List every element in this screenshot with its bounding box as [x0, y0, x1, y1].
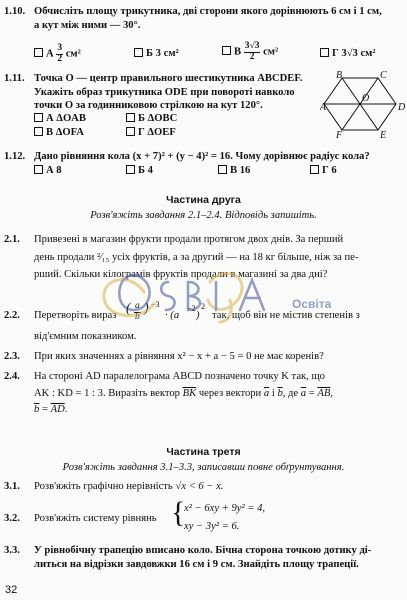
question-line: литься на відрізки завдовжки 16 см і 9 см. Знайдіть площу трапеції.	[34, 558, 359, 570]
option-a[interactable]: А $\frac{3}{2}$ см²	[34, 44, 81, 64]
question-number: 3.2.	[4, 513, 20, 524]
answer-options	[34, 164, 404, 178]
question-2-2-expression: Перетворіть вираз ( $\frac{a}{b}$ ) −3 · (a −2 ) 2 так, щоб він не містив степенів з	[34, 300, 360, 322]
question-line: AK : KD = 1 : 3. Виразіть вектор $\overline{BK}$ через вектори $\overline{a}$ і $\overline{b}$, де $\overline{a} = \overline{AB}$,	[34, 387, 333, 399]
question-number: 2.2.	[4, 310, 20, 321]
vector-a: $\overline{a}$	[263, 387, 270, 399]
vertex-label-a: A	[320, 102, 326, 113]
option-v[interactable]: В ΔOFA	[34, 126, 84, 140]
checkbox-icon[interactable]	[222, 46, 231, 55]
vertex-label-c: C	[380, 70, 387, 81]
question-1-11-text	[34, 72, 324, 113]
option-b[interactable]: Б 3 см²	[134, 47, 179, 61]
fraction: $\frac{a}{b}$	[135, 301, 140, 322]
question-number: 2.1.	[4, 234, 20, 245]
option-v[interactable]: В $\frac{3√3}{2}$ см²	[222, 42, 278, 62]
hexagon-figure	[320, 70, 406, 138]
checkbox-icon[interactable]	[34, 48, 43, 57]
option-b[interactable]: Б 4	[126, 164, 153, 178]
vector-bk: $\overline{BK}$	[182, 387, 197, 399]
question-line: а кут між ними — 30°.	[34, 19, 141, 31]
question-line: Дано рівняння кола (x + 7)² + (y − 4)² = 16. Чому дорівнює радіус кола?	[34, 151, 370, 162]
question-line: точки O за годинниковою стрілкою на кут 120°.	[34, 100, 263, 112]
question-line: Укажіть образ трикутника ODE при повороті навколо	[34, 86, 295, 98]
section-title: Частина третя	[166, 446, 241, 458]
checkbox-icon[interactable]	[34, 165, 43, 174]
question-1-11	[4, 72, 25, 86]
option-g[interactable]: Г ΔOEF	[126, 126, 176, 140]
question-line: Привезені в магазин фрукти продали протягом двох днів. За перший	[34, 234, 344, 245]
question-number: 2.4.	[4, 371, 20, 382]
question-line: На стороні AD паралелограма ABCD позначено точку K так, що	[34, 371, 325, 382]
question-line: Обчисліть площу трикутника, дві сторони якого дорівнюють 6 см і 1 см,	[34, 6, 382, 17]
section-title: Частина друга	[166, 194, 241, 206]
option-v[interactable]: В 16	[218, 164, 250, 178]
checkbox-icon[interactable]	[126, 113, 135, 122]
question-line: рший. Скільки кілограмів фруктів продали в магазині за два дні?	[34, 269, 328, 281]
question-3-1-text: Розв'яжіть графічно нерівність √x < 6 − x.	[34, 481, 224, 492]
fraction: $\frac{3√3}{2}$	[244, 41, 260, 62]
question-line: від'ємним показником.	[34, 331, 137, 342]
checkbox-icon[interactable]	[320, 48, 329, 57]
watermark-text: Освіта	[292, 297, 332, 311]
question-1-10	[4, 5, 25, 19]
question-line: $\overline{b} = \overline{AD}$.	[34, 404, 68, 416]
vertex-label-d: D	[398, 102, 406, 113]
vector-b: $\overline{b}$	[277, 387, 283, 399]
checkbox-icon[interactable]	[310, 165, 319, 174]
answer-options	[34, 112, 324, 140]
question-line: Точка O — центр правильного шестикутника ABCDEF.	[34, 73, 303, 84]
question-1-12-text	[34, 150, 404, 164]
vertex-label-b: B	[336, 70, 343, 81]
question-number: 2.3.	[4, 351, 20, 362]
question-2-3-text: При яких значеннях a рівняння x² − x + a − 5 = 0 не має коренів?	[34, 351, 324, 362]
option-a[interactable]: А 8	[34, 164, 62, 178]
question-1-10-text	[34, 5, 404, 32]
question-1-12	[4, 150, 25, 164]
checkbox-icon[interactable]	[34, 127, 43, 136]
system-brace: {	[171, 496, 186, 529]
checkbox-icon[interactable]	[34, 113, 43, 122]
question-3-3-text	[34, 544, 404, 571]
checkbox-icon[interactable]	[126, 165, 135, 174]
answer-options	[34, 42, 404, 62]
question-line: У рівнобічну трапецію вписано коло. Бічна сторона точкою дотику ді-	[34, 545, 372, 556]
vertex-label-o: O	[362, 93, 370, 104]
checkbox-icon[interactable]	[218, 165, 227, 174]
option-a[interactable]: А ΔOAB	[34, 112, 86, 126]
checkbox-icon[interactable]	[126, 127, 135, 136]
question-number: 3.1.	[4, 481, 20, 492]
page-number: 32	[5, 584, 18, 596]
question-line: день продали ²⁄₁₅ усіх фруктів, а за другий — на 18 кг більше, ніж за пе-	[34, 251, 359, 263]
section-subtitle: Розв'яжіть завдання 3.1–3.3, записавши повне обґрунтування.	[62, 462, 345, 473]
question-number: 1.12.	[4, 151, 26, 162]
question-number: 3.3.	[4, 545, 20, 556]
question-number: 1.11.	[4, 73, 25, 84]
fraction: $\frac{3}{2}$	[57, 43, 63, 64]
option-g[interactable]: Г 3√3 см²	[320, 47, 376, 61]
vertex-label-e: E	[380, 130, 387, 138]
question-2-1-text	[34, 233, 404, 282]
option-b[interactable]: Б ΔOBC	[126, 112, 177, 126]
section-subtitle: Розв'яжіть завдання 2.1–2.4. Відповідь запишіть.	[90, 210, 317, 221]
checkbox-icon[interactable]	[134, 48, 143, 57]
option-g[interactable]: Г 6	[310, 164, 337, 178]
question-number: 1.10.	[4, 6, 26, 17]
vertex-label-f: F	[336, 130, 343, 138]
question-2-4-text	[34, 370, 404, 417]
question-3-2-text: Розв'яжіть систему рівнянь	[34, 513, 157, 524]
system-equations: x² − 6xy + 9y² = 4, xy − 3y² = 6.	[184, 503, 266, 532]
